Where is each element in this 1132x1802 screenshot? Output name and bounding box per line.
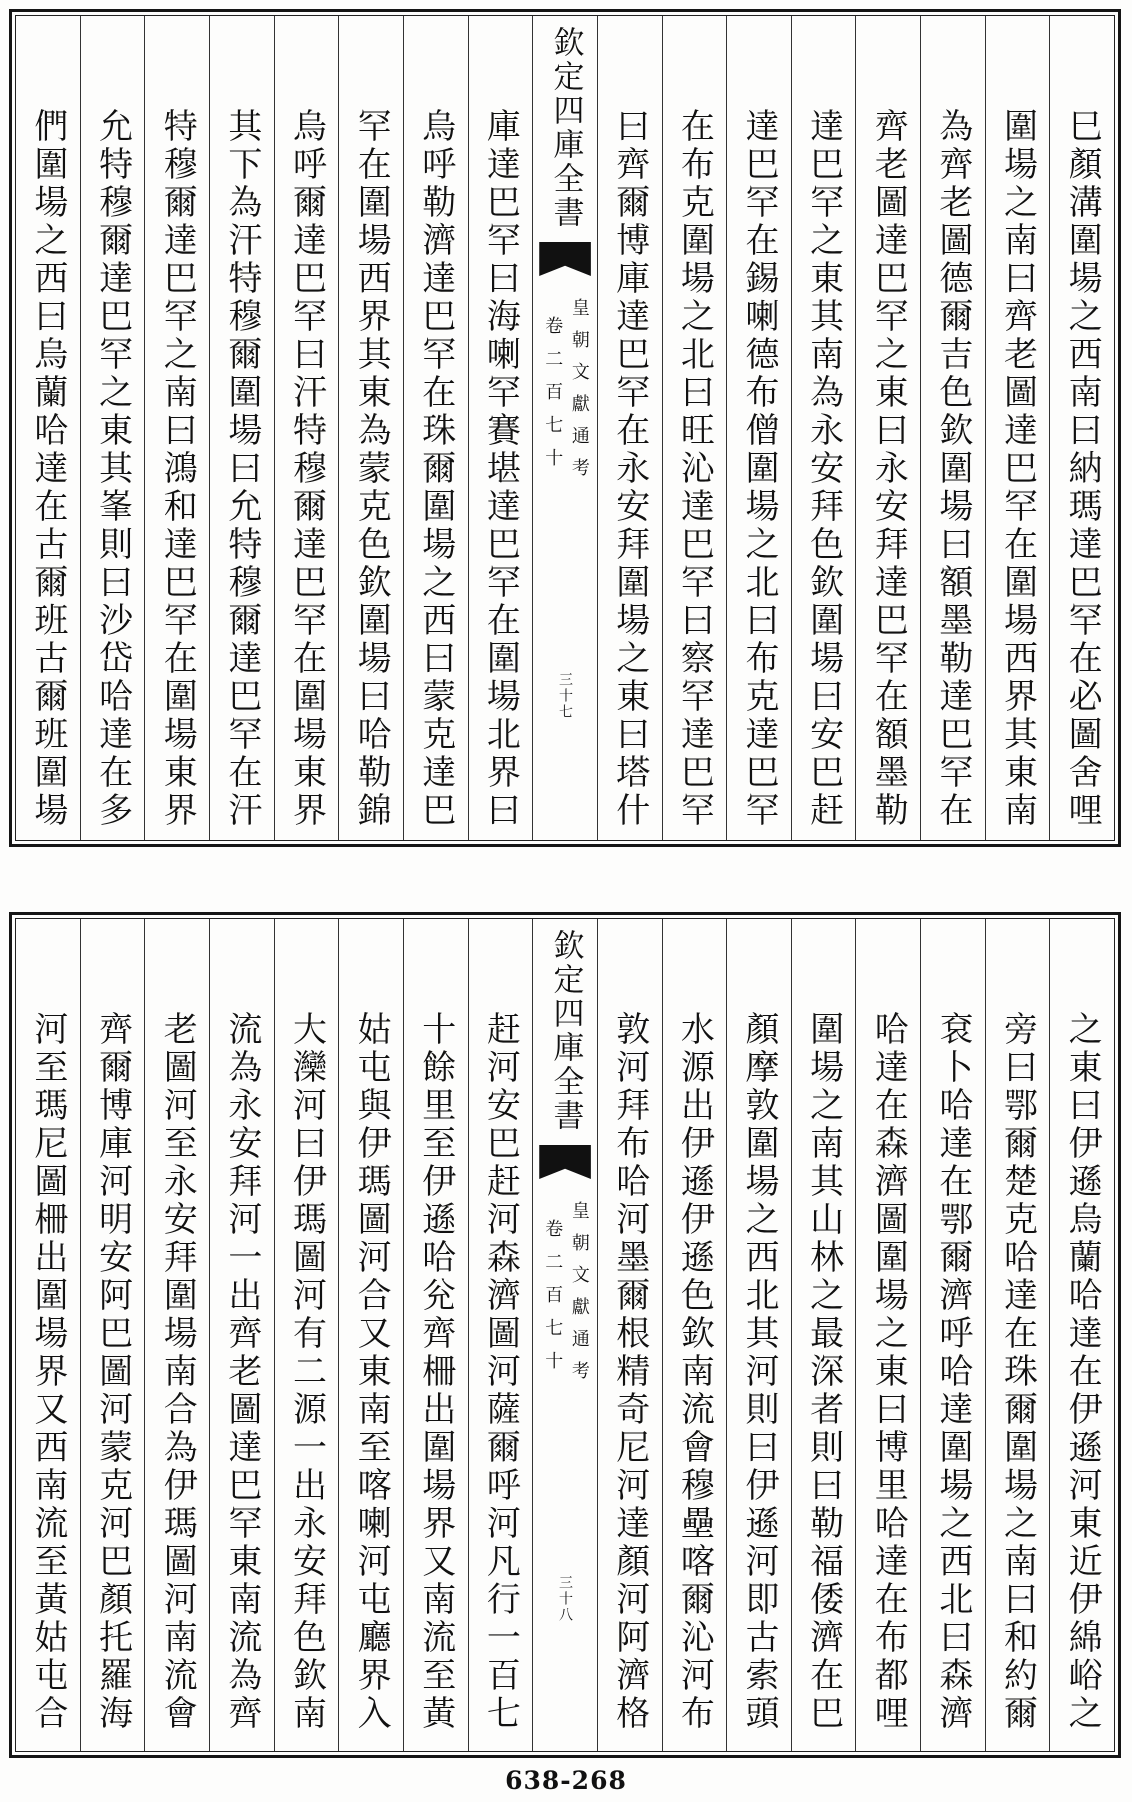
column-text: 巳顏溝圍場之西南曰納瑪達巴罕在必圖舍哩: [1062, 108, 1103, 830]
column-text: 旁曰鄂爾楚克哈達在珠爾圍場之南曰和約爾: [997, 1011, 1038, 1733]
text-column: [985, 16, 1050, 840]
text-column: [274, 919, 339, 1751]
text-column: [791, 16, 856, 840]
text-column: [662, 16, 727, 840]
text-column: [1049, 16, 1114, 840]
column-text: 圍場之南其山林之最深者則曰勒福倭濟在巴: [803, 1011, 844, 1733]
column-text: 河至瑪尼圖柵出圍場界又西南流至黃姑屯合: [27, 1011, 68, 1733]
page-number: 三十七: [557, 672, 574, 720]
page-number: 三十八: [557, 1575, 574, 1623]
column-text: 烏呼爾達巴罕曰汗特穆爾達巴罕在圍場東界: [286, 108, 327, 830]
column-text: 齊爾博庫河明安阿巴圖河蒙克河巴顏托羅海: [92, 1011, 133, 1733]
text-column: [468, 919, 533, 1751]
text-column: [985, 919, 1050, 1751]
column-text: 十餘里至伊遜哈兊齊柵出圍場界又南流至黃: [415, 1011, 456, 1733]
book-title: 皇朝文獻通考: [568, 298, 590, 490]
column-text: 敦河拜布哈河墨爾根精奇尼河達顏河阿濟格: [609, 1011, 650, 1733]
column-text: 大灤河曰伊瑪圖河有二源一出永安拜色欽南: [286, 1011, 327, 1733]
text-column: [597, 919, 662, 1751]
text-column: [597, 16, 662, 840]
column-text: 顏摩敦圍場之西北其河則曰伊遜河即古索頭: [738, 1011, 779, 1733]
column-text: 齊老圖達巴罕之東曰永安拜達巴罕在額墨勒: [868, 108, 909, 830]
center-fold-column: [532, 919, 597, 1751]
column-text: 允特穆爾達巴罕之東其峯則曰沙岱哈達在多: [92, 108, 133, 830]
collection-title: 欽定四庫全書: [547, 26, 584, 230]
center-fold-column: [532, 16, 597, 840]
text-column: [726, 16, 791, 840]
column-text: 哈達在森濟圖圍場之東曰博里哈達在布都哩: [868, 1011, 909, 1733]
text-column: [144, 919, 209, 1751]
text-column: [920, 16, 985, 840]
text-column: [274, 16, 339, 840]
column-text: 庫達巴罕曰海喇罕賽堪達巴罕在圍場北界曰: [480, 108, 521, 830]
text-column: [855, 919, 920, 1751]
collection-title: 欽定四庫全書: [547, 929, 584, 1133]
text-column: [16, 919, 80, 1751]
column-text: 老圖河至永安拜圍場南合為伊瑪圖河南流會: [157, 1011, 198, 1733]
text-column: [80, 919, 145, 1751]
column-text: 水源出伊遜伊遜色欽南流會穆壘喀爾沁河布: [674, 1011, 715, 1733]
column-text: 赶河安巴赶河森濟圖河薩爾呼河凡行一百七: [480, 1011, 521, 1733]
leaf-frame: [15, 15, 1115, 841]
text-column: [1049, 919, 1114, 1751]
column-text: 之東曰伊遜烏蘭哈達在伊遜河東近伊綿峪之: [1062, 1011, 1103, 1733]
book-title: 皇朝文獻通考: [568, 1201, 590, 1393]
leaf-top: [9, 9, 1121, 847]
column-text: 烏呼勒濟達巴罕在珠爾圍場之西曰蒙克達巴: [415, 108, 456, 830]
page-label: 638-268: [505, 1766, 627, 1795]
column-text: 達巴罕之東其南為永安拜色欽圍場曰安巴赶: [803, 108, 844, 830]
column-text: 姑屯與伊瑪圖河合又東南至喀喇河屯廳界入: [351, 1011, 392, 1733]
juan-number: 卷二百七十: [542, 316, 564, 481]
column-text: 其下為汗特穆爾圍場曰允特穆爾達巴罕在汗: [221, 108, 262, 830]
column-text: 達巴罕在錫喇德布僧圍場之北曰布克達巴罕: [738, 108, 779, 830]
text-column: [338, 919, 403, 1751]
column-text: 在布克圍場之北曰旺沁達巴罕曰察罕達巴罕: [674, 108, 715, 830]
text-column: [209, 919, 274, 1751]
text-column: [468, 16, 533, 840]
text-column: [791, 919, 856, 1751]
text-column: [662, 919, 727, 1751]
text-column: [80, 16, 145, 840]
text-column: [209, 16, 274, 840]
column-text: 圍場之南曰齊老圖達巴罕在圍場西界其東南: [997, 108, 1038, 830]
column-text: 特穆爾達巴罕之南曰鴻和達巴罕在圍場東界: [157, 108, 198, 830]
column-text: 為齊老圖德爾吉色欽圍場曰額墨勒達巴罕在: [932, 108, 973, 830]
column-text: 流為永安拜河一出齊老圖達巴罕東南流為齊: [221, 1011, 262, 1733]
text-column: [726, 919, 791, 1751]
column-text: 袞卜哈達在鄂爾濟呼哈達圍場之西北曰森濟: [932, 1011, 973, 1733]
column-text: 曰齊爾博庫達巴罕在永安拜圍場之東曰塔什: [609, 108, 650, 830]
juan-number: 卷二百七十: [542, 1219, 564, 1384]
column-text: 們圍場之西曰烏蘭哈達在古爾班古爾班圍場: [27, 108, 68, 830]
text-column: [920, 919, 985, 1751]
text-column: [144, 16, 209, 840]
fish-tail-mark: [539, 1145, 591, 1179]
leaf-frame: [15, 918, 1115, 1752]
text-column: [403, 16, 468, 840]
text-column: [16, 16, 80, 840]
leaf-bottom: [9, 912, 1121, 1758]
text-column: [855, 16, 920, 840]
column-text: 罕在圍場西界其東為蒙克色欽圍場曰哈勒錦: [351, 108, 392, 830]
text-column: [403, 919, 468, 1751]
text-column: [338, 16, 403, 840]
fish-tail-mark: [539, 242, 591, 276]
